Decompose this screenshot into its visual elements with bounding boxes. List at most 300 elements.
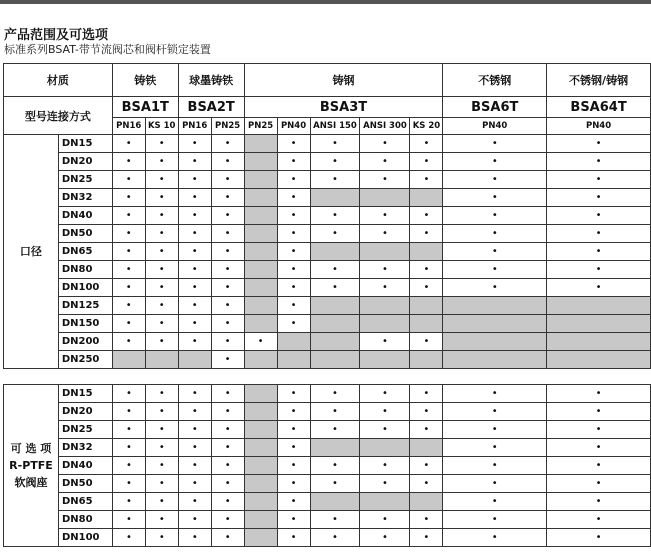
pressure-rating: KS 20 xyxy=(410,118,443,135)
available-dot: • xyxy=(360,457,410,475)
available-dot: • xyxy=(211,421,244,439)
available-dot: • xyxy=(547,171,651,189)
available-dot: • xyxy=(360,511,410,529)
pressure-rating: PN25 xyxy=(244,118,277,135)
unavailable-cell xyxy=(310,297,360,315)
available-dot: • xyxy=(360,171,410,189)
available-dot: • xyxy=(145,153,178,171)
unavailable-cell xyxy=(244,421,277,439)
available-dot: • xyxy=(112,403,145,421)
available-dot: • xyxy=(211,511,244,529)
section-title: 产品范围及可选项 xyxy=(4,28,109,43)
unavailable-cell xyxy=(244,171,277,189)
available-dot: • xyxy=(178,315,211,333)
available-dot: • xyxy=(112,315,145,333)
unavailable-cell xyxy=(244,511,277,529)
pressure-rating: ANSI 300 xyxy=(360,118,410,135)
model-bsa64t: BSA64T xyxy=(547,97,651,118)
unavailable-cell xyxy=(277,333,310,351)
available-dot: • xyxy=(211,189,244,207)
available-dot: • xyxy=(547,225,651,243)
available-dot: • xyxy=(443,189,547,207)
available-dot: • xyxy=(211,529,244,547)
size-row xyxy=(4,385,651,403)
available-dot: • xyxy=(547,457,651,475)
model-row xyxy=(4,97,651,118)
available-dot: • xyxy=(277,511,310,529)
available-dot: • xyxy=(310,529,360,547)
available-dot: • xyxy=(443,171,547,189)
dn-size-label: DN25 xyxy=(58,171,112,189)
available-dot: • xyxy=(145,297,178,315)
available-dot: • xyxy=(547,403,651,421)
unavailable-cell xyxy=(360,439,410,457)
available-dot: • xyxy=(112,439,145,457)
unavailable-cell xyxy=(310,493,360,511)
available-dot: • xyxy=(211,207,244,225)
pressure-rating: PN16 xyxy=(112,118,145,135)
unavailable-cell xyxy=(360,189,410,207)
available-dot: • xyxy=(360,207,410,225)
available-dot: • xyxy=(410,279,443,297)
available-dot: • xyxy=(178,475,211,493)
unavailable-cell xyxy=(244,243,277,261)
size-row xyxy=(4,529,651,547)
available-dot: • xyxy=(360,403,410,421)
available-dot: • xyxy=(547,511,651,529)
unavailable-cell xyxy=(310,189,360,207)
available-dot: • xyxy=(310,511,360,529)
available-dot: • xyxy=(112,279,145,297)
dn-size-label: DN125 xyxy=(58,297,112,315)
available-dot: • xyxy=(244,333,277,351)
group-label-line: R-PTFE xyxy=(9,459,53,472)
available-dot: • xyxy=(547,243,651,261)
unavailable-cell xyxy=(244,475,277,493)
available-dot: • xyxy=(277,225,310,243)
available-dot: • xyxy=(145,403,178,421)
available-dot: • xyxy=(178,207,211,225)
available-dot: • xyxy=(178,511,211,529)
material-stainless: 不锈钢 xyxy=(443,64,547,97)
available-dot: • xyxy=(360,475,410,493)
available-dot: • xyxy=(443,279,547,297)
size-row xyxy=(4,511,651,529)
size-row xyxy=(4,153,651,171)
unavailable-cell xyxy=(244,385,277,403)
available-dot: • xyxy=(277,385,310,403)
available-dot: • xyxy=(410,135,443,153)
size-row xyxy=(4,135,651,153)
available-dot: • xyxy=(145,475,178,493)
unavailable-cell xyxy=(410,351,443,369)
unavailable-cell xyxy=(244,493,277,511)
available-dot: • xyxy=(277,243,310,261)
dn-size-label: DN250 xyxy=(58,351,112,369)
available-dot: • xyxy=(310,403,360,421)
dn-size-label: DN40 xyxy=(58,457,112,475)
available-dot: • xyxy=(310,457,360,475)
unavailable-cell xyxy=(310,439,360,457)
available-dot: • xyxy=(211,243,244,261)
available-dot: • xyxy=(112,207,145,225)
available-dot: • xyxy=(145,529,178,547)
available-dot: • xyxy=(112,297,145,315)
unavailable-cell xyxy=(410,439,443,457)
available-dot: • xyxy=(145,261,178,279)
available-dot: • xyxy=(211,261,244,279)
available-dot: • xyxy=(277,315,310,333)
dn-size-label: DN40 xyxy=(58,207,112,225)
available-dot: • xyxy=(410,385,443,403)
available-dot: • xyxy=(112,243,145,261)
available-dot: • xyxy=(211,439,244,457)
unavailable-cell xyxy=(360,243,410,261)
available-dot: • xyxy=(178,261,211,279)
dn-size-label: DN100 xyxy=(58,529,112,547)
available-dot: • xyxy=(277,529,310,547)
available-dot: • xyxy=(112,261,145,279)
dn-size-label: DN50 xyxy=(58,225,112,243)
available-dot: • xyxy=(443,493,547,511)
available-dot: • xyxy=(145,439,178,457)
unavailable-cell xyxy=(145,351,178,369)
available-dot: • xyxy=(145,493,178,511)
available-dot: • xyxy=(178,421,211,439)
available-dot: • xyxy=(443,207,547,225)
available-dot: • xyxy=(112,457,145,475)
size-row xyxy=(4,189,651,207)
available-dot: • xyxy=(145,207,178,225)
available-dot: • xyxy=(443,421,547,439)
available-dot: • xyxy=(178,439,211,457)
unavailable-cell xyxy=(410,189,443,207)
available-dot: • xyxy=(360,225,410,243)
unavailable-cell xyxy=(277,351,310,369)
unavailable-cell xyxy=(310,315,360,333)
available-dot: • xyxy=(277,279,310,297)
unavailable-cell xyxy=(443,297,547,315)
available-dot: • xyxy=(145,333,178,351)
size-row xyxy=(4,297,651,315)
row-group-label xyxy=(4,385,59,547)
available-dot: • xyxy=(277,475,310,493)
available-dot: • xyxy=(310,171,360,189)
available-dot: • xyxy=(360,529,410,547)
available-dot: • xyxy=(547,189,651,207)
available-dot: • xyxy=(547,261,651,279)
available-dot: • xyxy=(178,243,211,261)
available-dot: • xyxy=(178,153,211,171)
dn-size-label: DN200 xyxy=(58,333,112,351)
unavailable-cell xyxy=(410,493,443,511)
product-range-table xyxy=(3,63,651,369)
available-dot: • xyxy=(410,333,443,351)
section-subtitle: 标准系列BSAT-带节流阀芯和阀杆锁定装置 xyxy=(4,43,211,56)
group-label-line: 软阀座 xyxy=(14,476,48,489)
available-dot: • xyxy=(178,493,211,511)
available-dot: • xyxy=(310,207,360,225)
dn-size-label: DN65 xyxy=(58,243,112,261)
unavailable-cell xyxy=(443,351,547,369)
size-row xyxy=(4,493,651,511)
available-dot: • xyxy=(112,529,145,547)
pressure-rating: ANSI 150 xyxy=(310,118,360,135)
available-dot: • xyxy=(145,385,178,403)
available-dot: • xyxy=(211,403,244,421)
available-dot: • xyxy=(112,475,145,493)
available-dot: • xyxy=(145,511,178,529)
unavailable-cell xyxy=(443,333,547,351)
available-dot: • xyxy=(145,421,178,439)
available-dot: • xyxy=(360,261,410,279)
model-bsa6t: BSA6T xyxy=(443,97,547,118)
size-row xyxy=(4,315,651,333)
unavailable-cell xyxy=(244,279,277,297)
unavailable-cell xyxy=(244,315,277,333)
unavailable-cell xyxy=(443,315,547,333)
unavailable-cell xyxy=(244,261,277,279)
unavailable-cell xyxy=(360,315,410,333)
available-dot: • xyxy=(277,153,310,171)
available-dot: • xyxy=(310,421,360,439)
material-ductile-iron: 球墨铸铁 xyxy=(178,64,244,97)
size-row xyxy=(4,225,651,243)
available-dot: • xyxy=(547,279,651,297)
size-row xyxy=(4,279,651,297)
available-dot: • xyxy=(277,421,310,439)
available-dot: • xyxy=(211,153,244,171)
available-dot: • xyxy=(443,457,547,475)
available-dot: • xyxy=(211,457,244,475)
available-dot: • xyxy=(547,439,651,457)
size-row xyxy=(4,243,651,261)
available-dot: • xyxy=(211,315,244,333)
available-dot: • xyxy=(277,457,310,475)
pressure-rating: PN16 xyxy=(178,118,211,135)
available-dot: • xyxy=(178,135,211,153)
model-label: 型号连接方式 xyxy=(4,97,113,135)
available-dot: • xyxy=(277,403,310,421)
available-dot: • xyxy=(178,385,211,403)
available-dot: • xyxy=(547,153,651,171)
size-row xyxy=(4,171,651,189)
available-dot: • xyxy=(310,135,360,153)
available-dot: • xyxy=(211,475,244,493)
unavailable-cell xyxy=(547,351,651,369)
size-row xyxy=(4,421,651,439)
dn-size-label: DN25 xyxy=(58,421,112,439)
available-dot: • xyxy=(211,171,244,189)
available-dot: • xyxy=(443,135,547,153)
available-dot: • xyxy=(277,207,310,225)
available-dot: • xyxy=(310,261,360,279)
unavailable-cell xyxy=(360,493,410,511)
available-dot: • xyxy=(443,439,547,457)
available-dot: • xyxy=(145,243,178,261)
available-dot: • xyxy=(443,261,547,279)
dn-size-label: DN15 xyxy=(58,385,112,403)
available-dot: • xyxy=(360,135,410,153)
material-row xyxy=(4,64,651,97)
unavailable-cell xyxy=(547,297,651,315)
available-dot: • xyxy=(211,135,244,153)
unavailable-cell xyxy=(547,315,651,333)
available-dot: • xyxy=(145,171,178,189)
available-dot: • xyxy=(112,171,145,189)
unavailable-cell xyxy=(244,189,277,207)
available-dot: • xyxy=(310,385,360,403)
available-dot: • xyxy=(443,243,547,261)
available-dot: • xyxy=(112,153,145,171)
unavailable-cell xyxy=(410,297,443,315)
unavailable-cell xyxy=(410,243,443,261)
dn-size-label: DN20 xyxy=(58,153,112,171)
model-bsa2t: BSA2T xyxy=(178,97,244,118)
available-dot: • xyxy=(547,385,651,403)
unavailable-cell xyxy=(547,333,651,351)
available-dot: • xyxy=(112,511,145,529)
available-dot: • xyxy=(178,297,211,315)
available-dot: • xyxy=(547,475,651,493)
pressure-rating: PN25 xyxy=(211,118,244,135)
size-row xyxy=(4,207,651,225)
available-dot: • xyxy=(211,333,244,351)
available-dot: • xyxy=(360,279,410,297)
top-rule xyxy=(0,0,651,4)
available-dot: • xyxy=(211,385,244,403)
available-dot: • xyxy=(178,189,211,207)
available-dot: • xyxy=(145,225,178,243)
available-dot: • xyxy=(277,297,310,315)
available-dot: • xyxy=(145,279,178,297)
unavailable-cell xyxy=(244,297,277,315)
available-dot: • xyxy=(211,351,244,369)
available-dot: • xyxy=(277,261,310,279)
model-bsa1t: BSA1T xyxy=(112,97,178,118)
unavailable-cell xyxy=(410,315,443,333)
available-dot: • xyxy=(277,493,310,511)
unavailable-cell xyxy=(244,207,277,225)
available-dot: • xyxy=(112,421,145,439)
available-dot: • xyxy=(145,315,178,333)
available-dot: • xyxy=(145,457,178,475)
available-dot: • xyxy=(360,385,410,403)
unavailable-cell xyxy=(310,243,360,261)
available-dot: • xyxy=(410,153,443,171)
available-dot: • xyxy=(112,493,145,511)
row-group-label: 口径 xyxy=(4,135,59,369)
available-dot: • xyxy=(211,297,244,315)
available-dot: • xyxy=(410,261,443,279)
unavailable-cell xyxy=(244,153,277,171)
unavailable-cell xyxy=(244,403,277,421)
available-dot: • xyxy=(277,171,310,189)
available-dot: • xyxy=(310,279,360,297)
unavailable-cell xyxy=(244,351,277,369)
available-dot: • xyxy=(112,385,145,403)
available-dot: • xyxy=(310,225,360,243)
group-label-line: 可 选 项 xyxy=(10,442,52,455)
available-dot: • xyxy=(443,529,547,547)
dn-size-label: DN100 xyxy=(58,279,112,297)
dn-size-label: DN80 xyxy=(58,261,112,279)
dn-size-label: DN32 xyxy=(58,439,112,457)
pressure-rating: PN40 xyxy=(277,118,310,135)
ptfe-option-table xyxy=(3,384,651,547)
available-dot: • xyxy=(178,529,211,547)
available-dot: • xyxy=(178,333,211,351)
available-dot: • xyxy=(145,189,178,207)
available-dot: • xyxy=(277,439,310,457)
size-row xyxy=(4,457,651,475)
size-row xyxy=(4,475,651,493)
available-dot: • xyxy=(410,511,443,529)
unavailable-cell xyxy=(244,225,277,243)
unavailable-cell xyxy=(244,529,277,547)
available-dot: • xyxy=(410,421,443,439)
dn-size-label: DN80 xyxy=(58,511,112,529)
available-dot: • xyxy=(277,135,310,153)
unavailable-cell xyxy=(244,439,277,457)
available-dot: • xyxy=(360,153,410,171)
available-dot: • xyxy=(410,225,443,243)
dn-size-label: DN20 xyxy=(58,403,112,421)
available-dot: • xyxy=(410,529,443,547)
material-stainless-cast-steel: 不锈钢/铸钢 xyxy=(547,64,651,97)
available-dot: • xyxy=(443,225,547,243)
unavailable-cell xyxy=(360,351,410,369)
available-dot: • xyxy=(547,529,651,547)
material-cast-steel: 铸钢 xyxy=(244,64,443,97)
unavailable-cell xyxy=(310,333,360,351)
available-dot: • xyxy=(443,153,547,171)
available-dot: • xyxy=(112,189,145,207)
available-dot: • xyxy=(178,171,211,189)
available-dot: • xyxy=(178,457,211,475)
available-dot: • xyxy=(211,493,244,511)
material-label: 材质 xyxy=(4,64,113,97)
available-dot: • xyxy=(211,279,244,297)
available-dot: • xyxy=(178,403,211,421)
dn-size-label: DN15 xyxy=(58,135,112,153)
unavailable-cell xyxy=(360,297,410,315)
available-dot: • xyxy=(112,135,145,153)
available-dot: • xyxy=(547,421,651,439)
available-dot: • xyxy=(443,385,547,403)
available-dot: • xyxy=(443,403,547,421)
unavailable-cell xyxy=(112,351,145,369)
size-row xyxy=(4,351,651,369)
available-dot: • xyxy=(547,135,651,153)
available-dot: • xyxy=(547,207,651,225)
size-row xyxy=(4,439,651,457)
available-dot: • xyxy=(410,403,443,421)
available-dot: • xyxy=(145,135,178,153)
available-dot: • xyxy=(410,475,443,493)
material-cast-iron: 铸铁 xyxy=(112,64,178,97)
unavailable-cell xyxy=(178,351,211,369)
available-dot: • xyxy=(112,225,145,243)
unavailable-cell xyxy=(310,351,360,369)
available-dot: • xyxy=(178,225,211,243)
dn-size-label: DN50 xyxy=(58,475,112,493)
available-dot: • xyxy=(178,279,211,297)
available-dot: • xyxy=(310,475,360,493)
available-dot: • xyxy=(443,511,547,529)
pressure-rating: KS 10 xyxy=(145,118,178,135)
available-dot: • xyxy=(410,207,443,225)
